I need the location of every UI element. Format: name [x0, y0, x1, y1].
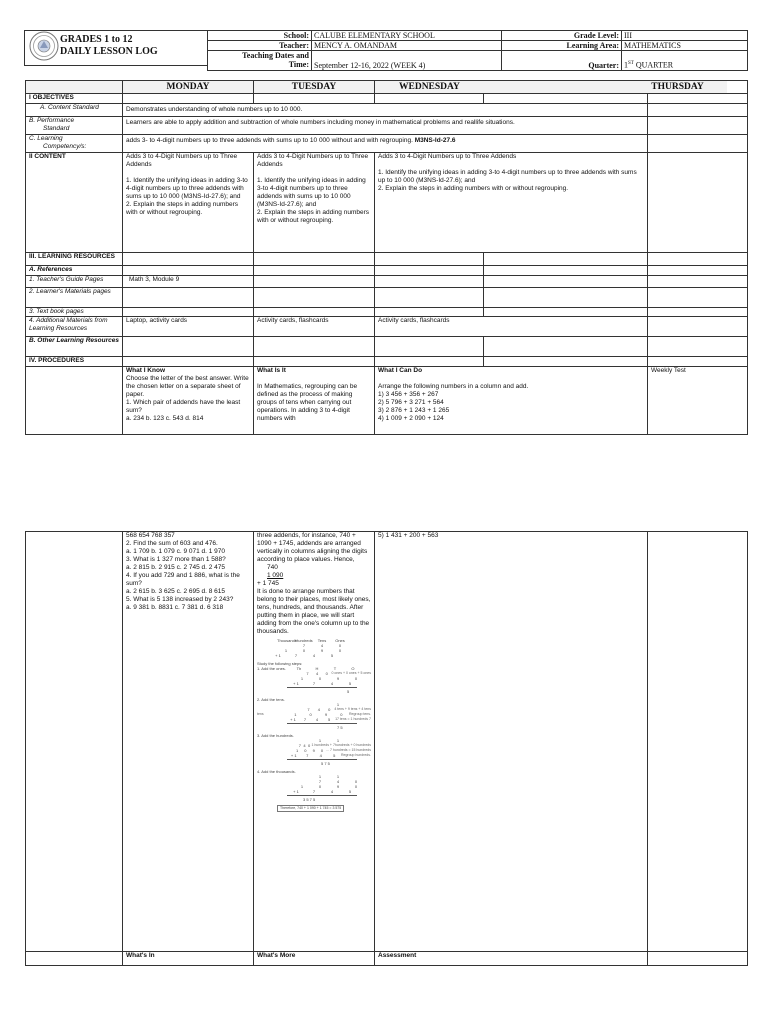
- note-tens: 4 tens + 9 tens + 4 tens: [334, 707, 371, 711]
- note-hundreds-2: ... 7 hundreds = 15 hundreds: [326, 748, 371, 752]
- teacher-value: MENCY A. OMANDAM: [312, 41, 502, 51]
- step-4: 4. Add the thousands.: [257, 769, 296, 774]
- what-is-it-text-3: It is done to arrange numbers that belong to their places, most likely ones, tens, hundreds, and thousands. After putting them in place, we will start adding from the one's column up to the thousands.: [257, 588, 371, 635]
- school-label: School:: [208, 31, 312, 41]
- page-1: [0, 0, 768, 470]
- procedure-tuesday: [254, 367, 375, 435]
- what-is-it-continued: [254, 532, 375, 952]
- objectives-label: I OBJECTIVES: [26, 94, 123, 104]
- example-addend-3: + 1 745: [257, 580, 279, 587]
- grade-value: III: [622, 31, 748, 41]
- school-value: CALUBE ELEMENTARY SCHOOL: [312, 31, 502, 41]
- what-i-know-heading: What I Know: [126, 367, 165, 374]
- day-monday: MONDAY: [123, 81, 254, 94]
- days-header-row: [26, 81, 748, 94]
- competency-text-body: adds 3- to 4-digit numbers up to three addends with sums up to 10 000 without and with regrouping.: [126, 137, 413, 144]
- note-ones: 0 ones + 0 ones + 5 ones: [331, 671, 372, 675]
- performance-standard-text: Learners are able to apply addition and subtraction of whole numbers including money in mathematical problems and reallife situations.: [123, 117, 648, 135]
- content-wednesday-title: Adds 3 to 4-Digit Numbers up to Three Addends: [378, 153, 517, 160]
- partial-tens-ones: 7 5: [337, 725, 343, 730]
- ph-tens: Tens: [317, 638, 327, 643]
- assessment-heading: Assessment: [375, 952, 648, 966]
- step-2: 2. Add the tens.: [257, 697, 285, 702]
- example-addend-1: 740: [267, 564, 278, 571]
- quarter-number: 1: [624, 61, 628, 70]
- col-h: H: [315, 666, 319, 671]
- step-1: 1. Add the ones.: [257, 666, 286, 671]
- other-resources-label: B. Other Learning Resources: [26, 337, 123, 357]
- tg-monday: Math 3, Module 9: [123, 276, 254, 288]
- corner-cell: [26, 81, 123, 94]
- note-regroup-hundreds: Regroup hundreds.: [341, 753, 371, 757]
- note-hundreds: 1 hundreds + 7hundreds + 0 hundreds: [311, 743, 371, 747]
- teacher-label: Teacher:: [208, 41, 312, 51]
- lm-label: 2. Learner's Materials pages: [26, 288, 123, 308]
- title-line-2: DAILY LESSON LOG: [60, 46, 158, 57]
- column-example: [257, 564, 371, 580]
- header-info-table: [207, 30, 748, 71]
- step-3: 3. Add the hundreds.: [257, 733, 294, 738]
- content-wednesday-objective-1: 1. Identify the unifying ideas in adding 3-to 4-digit numbers up to three addends with sums up to 10 000 (M3NS-Id-27.6); and: [378, 169, 637, 184]
- quarter-value: [622, 51, 748, 71]
- grade-label: Grade Level:: [502, 31, 622, 41]
- what-i-can-do-continued: 5) 1 431 + 200 + 563: [375, 532, 648, 952]
- what-is-it-text-2: three addends, for instance, 740 + 1090 + 1745, addends are arranged vertically in columns aligning the digits according to place values. Hence,: [257, 532, 368, 563]
- quarter-label: Quarter:: [502, 51, 622, 71]
- am-wednesday: Activity cards, flashcards: [375, 317, 648, 337]
- performance-standard-label: [26, 117, 123, 135]
- deped-seal-icon: [29, 31, 59, 61]
- am-tuesday: Activity cards, flashcards: [254, 317, 375, 337]
- partial-ones: 5: [347, 689, 350, 694]
- daily-lesson-log-continued: [25, 531, 748, 966]
- procedure-monday: [123, 367, 254, 435]
- tb-label: 3. Text book pages: [26, 308, 123, 317]
- what-i-know-continued: 568 654 768 357 2. Find the sum of 603 and 476. a. 1 709 b. 1 079 c. 9 071 d. 1 970 3. What is 1 327 more than 1 588? a. 2 815 b. 2 915 c. 2 745 d. 2 475 4. If you add 729 and 1 886, what is the sum? a. 2 615 b. 3 625 c. 2 695 d. 8 615 5. What is 5 138 increased by 2 243? a. 9 381 b. 8831 c. 7 381 d. 6 318: [123, 532, 254, 952]
- am-label: 4. Additional Materials from Learning Resources: [26, 317, 123, 337]
- col-o: O: [351, 666, 355, 671]
- tg-label: 1. Teacher's Guide Pages: [26, 276, 123, 288]
- area-value: MATHEMATICS: [622, 41, 748, 51]
- study-steps: Study the following steps:: [257, 661, 303, 666]
- am-monday: Laptop, activity cards: [123, 317, 254, 337]
- tens-word: tens: [257, 712, 264, 716]
- title-line-1: GRADES 1 to 12: [60, 34, 133, 45]
- performance-label-line-1: B. Performance: [29, 117, 75, 124]
- col-t: T: [333, 666, 337, 671]
- competency-label-line-1: C. Learning: [29, 135, 63, 142]
- resources-label: III. LEARNING RESOURCES: [26, 253, 123, 266]
- quarter-suffix: ST: [628, 61, 634, 67]
- content-wednesday: [375, 153, 648, 253]
- dates-label-line-2: Time:: [288, 60, 309, 69]
- what-i-can-do-text: Arrange the following numbers in a column and add. 1) 3 456 + 356 + 267 2) 5 796 + 3 271 + 564 3) 2 876 + 1 243 + 1 265 4) 1 009 + 2 090 + 124: [378, 383, 529, 422]
- ph-ones: Ones: [335, 638, 345, 643]
- example-addend-2: 1 090: [267, 572, 284, 579]
- worked-example-figure: Thousands Hundreds Tens Ones 7 4 0 1 0 9 0 + 1 7 4 5 Study the following steps: 1. Add the ones. Th H T O 7 4 0 0 ones + 0 ones + 5 ones 1 0 9 0 + 1 7 4 5 5 2. Add the tens. 1 7 4 0 4 tens + 9 tens + 4 tens tens 1 0 9 0 Regroup tens. + 1 7 4 5 17 tens = 1 hundreds 7 7 5 3. Add the hundreds. 1 1 7 4 0 1 hundreds + 7hundreds + 0 hundreds 1 0 9 0 ... 7 hundreds = 15 hundreds + 1 7 4 5 Regroup hundreds. 5 7 5 4. Add the thousands. 1 1 7 4 0 1 0 9 0 + 1 7 4 5 3 5 7 5 Therefore, 740 + 1 090 + 1 745 = 3 575: [257, 638, 372, 810]
- ph-thousands: Thousands: [277, 638, 297, 643]
- content-standard-label: A. Content Standard: [26, 104, 123, 117]
- procedures-label: IV. PROCEDURES: [26, 357, 123, 367]
- note-tens-result: 17 tens = 1 hundreds 7: [335, 717, 371, 721]
- ph-hundreds: Hundreds: [295, 638, 313, 643]
- what-i-can-do-heading: What I Can Do: [378, 367, 423, 374]
- references-label: A. References: [26, 266, 123, 276]
- competency-text: [123, 135, 648, 153]
- dates-label: [208, 51, 312, 71]
- content-wednesday-objective-2: 2. Explain the steps in adding numbers with or without regrouping.: [378, 185, 569, 192]
- content-tuesday: Adds 3 to 4-Digit Numbers up to Three Addends 1. Identify the unifying ideas in adding 3-to 4-digit numbers up to three addends with sums up to 10 000 (M3NS-Id-27.6); and 2. Explain the steps in adding numbers with or without regrouping.: [254, 153, 375, 253]
- col-th: Th: [296, 666, 302, 671]
- weekly-test: Weekly Test: [648, 367, 748, 435]
- dates-value: September 12-16, 2022 (WEEK 4): [312, 51, 502, 71]
- competency-label: [26, 135, 123, 153]
- whats-in-heading: What's In: [123, 952, 254, 966]
- day-wednesday: WEDNESDAY: [375, 81, 648, 94]
- conclusion-box: Therefore, 740 + 1 090 + 1 745 = 3 575: [277, 805, 344, 812]
- whats-more-heading: What's More: [254, 952, 375, 966]
- final-sum: 3 5 7 5: [303, 797, 316, 802]
- page-2: [0, 528, 768, 968]
- content-monday: Adds 3 to 4-Digit Numbers up to Three Addends 1. Identify the unifying ideas in adding 3-to 4-digit numbers up to three addends with sums up to 10 000 (M3NS-Id-27.6); and 2. Explain the steps in adding numbers with or without regrouping.: [123, 153, 254, 253]
- daily-lesson-log-table: [25, 80, 748, 435]
- note-regroup-tens: Regroup tens.: [348, 712, 371, 716]
- header-title: [60, 34, 158, 58]
- competency-label-line-2: Competency/s:: [43, 143, 87, 150]
- what-is-it-text: In Mathematics, regrouping can be defined as the process of making groups of tens when carrying out operations. In adding 3 to 4-digit numbers with: [257, 383, 358, 422]
- area-label: Learning Area:: [502, 41, 622, 51]
- what-is-it-heading: What Is It: [257, 367, 286, 374]
- partial-hundreds: 5 7 5: [321, 761, 330, 766]
- content-label: II CONTENT: [26, 153, 123, 253]
- what-i-know-text: Choose the letter of the best answer. Write the chosen letter on a separate sheet of paper. 1. Which pair of addends have the least sum? a. 234 b. 123 c. 543 d. 814: [126, 375, 249, 422]
- dates-label-line-1: Teaching Dates and: [242, 51, 309, 60]
- quarter-word: QUARTER: [633, 61, 674, 70]
- day-thursday: THURSDAY: [628, 81, 728, 94]
- competency-code: M3NS-Id-27.6: [412, 137, 456, 144]
- procedure-wednesday: [375, 367, 648, 435]
- day-tuesday: TUESDAY: [254, 81, 375, 94]
- content-standard-text: Demonstrates understanding of whole numbers up to 10 000.: [123, 104, 648, 117]
- performance-label-line-2: Standard: [43, 125, 70, 132]
